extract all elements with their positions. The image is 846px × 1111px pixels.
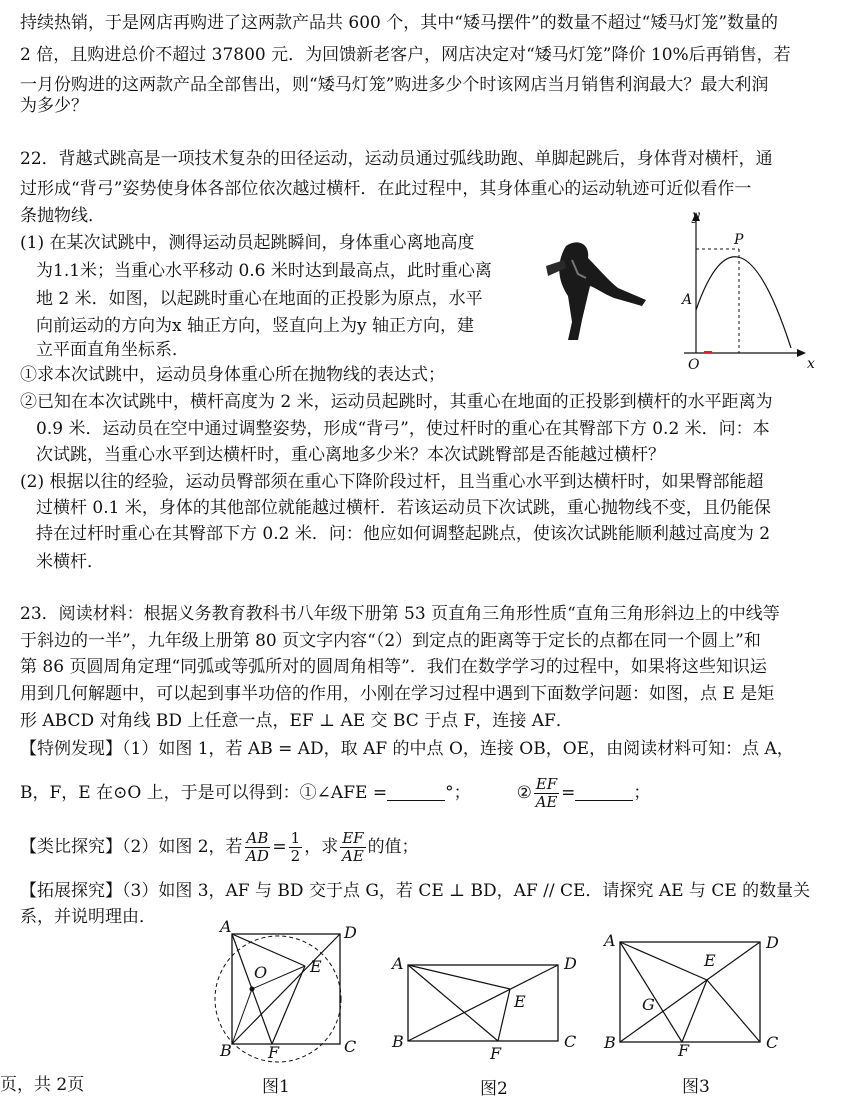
fig3-label-b: B bbox=[604, 1033, 616, 1052]
frac-num-1: 1 bbox=[290, 828, 301, 847]
q22-sub2-1: ②已知在本次试跳中，横杆高度为 2 米，运动员起跳时，其重心在地面的正投影到横杆的水平距离为 bbox=[20, 392, 773, 412]
label-x: x bbox=[807, 356, 815, 372]
fig2-label-d: D bbox=[564, 954, 577, 973]
seg-af-3 bbox=[620, 942, 682, 1042]
fig1-caption: 图1 bbox=[262, 1077, 290, 1097]
parabola-graph bbox=[676, 208, 826, 373]
figure-3 bbox=[600, 930, 790, 1060]
figure-2 bbox=[386, 954, 586, 1063]
frac-ef-ae-2 bbox=[340, 830, 365, 865]
q22-sub-1: ①求本次试跳中，运动员身体重心所在抛物线的表达式； bbox=[20, 365, 445, 385]
frac-1-2 bbox=[289, 830, 303, 865]
q22-part1-1: (1) 在某次试跳中，测得运动员起跳瞬间，身体重心离地高度 bbox=[20, 233, 475, 253]
q22-part2-4: 米横杆． bbox=[36, 552, 104, 572]
q22-part1-5: 立平面直角坐标系． bbox=[36, 340, 189, 360]
label-p: P bbox=[734, 232, 744, 248]
frac-ef-ae bbox=[534, 776, 559, 811]
q23-intro-3: 第 86 页圆周角定理“同弧或等弧所对的圆周角相等”．我们在数学学习的过程中，如果将这些知识运 bbox=[20, 657, 767, 677]
label-o: O bbox=[688, 357, 700, 373]
frac-num-ef: EF bbox=[535, 774, 558, 793]
frac-num-ab: AB bbox=[246, 828, 269, 847]
q22-sub2-3: 次试跳，当重心水平到达横杆时，重心离地多少米？本次试跳臀部是否能越过横杆？ bbox=[36, 445, 665, 465]
q22-part2-1: (2) 根据以往的经验，运动员臀部须在重心下降阶段过杆，且当重心水平到达横杆时，如果臀部能超 bbox=[20, 472, 764, 492]
q23-special-2-c: ② bbox=[516, 783, 532, 803]
q23-special-1: 【特例发现】（1）如图 1，若 AB = AD，取 AF 的中点 O，连接 OB，OE，由阅读材料可知：点 A， bbox=[20, 739, 794, 759]
q23-special-2-a: B，F，E 在⊙O 上，于是可以得到：①∠AFE = bbox=[20, 783, 388, 803]
fig2-label-b: B bbox=[392, 1032, 404, 1051]
q22-intro-3: 条抛物线． bbox=[20, 206, 105, 226]
seg-ce-3 bbox=[707, 980, 760, 1042]
seg-ae-3 bbox=[620, 942, 707, 980]
point-o bbox=[250, 987, 255, 992]
fig1-label-a: A bbox=[220, 917, 232, 936]
q21-line-4: 为多少？ bbox=[20, 96, 88, 116]
q23-analog-c: ，求 bbox=[304, 837, 339, 857]
fig3-label-c: C bbox=[766, 1033, 779, 1052]
q23-intro-2: 于斜边的一半”，九年级上册第 80 页文字内容“（2）到定点的距离等于定长的点都在同一个圆上”和 bbox=[20, 631, 761, 651]
label-y: y bbox=[692, 208, 700, 224]
parabola-curve bbox=[696, 257, 791, 348]
answer-blank-ratio[interactable] bbox=[575, 786, 633, 801]
diag-bd-3 bbox=[620, 942, 760, 1042]
q23-analog bbox=[20, 824, 419, 870]
q23-intro-5: 形 ABCD 对角线 BD 上任意一点，EF ⊥ AE 交 BC 于点 F，连接 AF． bbox=[20, 711, 573, 731]
q22-part2-2: 过横杆 0.1 米，身体的其他部位就能越过横杆．若该运动员下次试跳，重心抛物线不变，且仍能保 bbox=[36, 498, 771, 518]
fig1-label-f: F bbox=[268, 1043, 280, 1062]
fig2-label-c: C bbox=[564, 1032, 577, 1051]
fig2-label-a: A bbox=[392, 954, 404, 973]
high-jumper-illustration bbox=[538, 236, 648, 346]
q23-extend-1: 【拓展探究】（3）如图 3，AF 与 BD 交于点 G，若 CE ⊥ BD，AF // CE．请探究 AE 与 CE 的数量关 bbox=[20, 881, 811, 901]
answer-blank-angle[interactable] bbox=[387, 786, 445, 801]
seg-ob bbox=[232, 989, 252, 1044]
q23-analog-a: 【类比探究】（2）如图 2，若 bbox=[20, 837, 243, 857]
frac-den-ad: AD bbox=[246, 846, 269, 865]
q23-analog-b: = bbox=[272, 837, 287, 857]
fig1-label-b: B bbox=[220, 1041, 232, 1060]
fig3-label-d: D bbox=[766, 933, 779, 952]
fig3-label-g: G bbox=[642, 995, 655, 1014]
seg-ef-2 bbox=[498, 989, 510, 1041]
q23-analog-d: 的值； bbox=[367, 837, 419, 857]
q23-special-2 bbox=[20, 770, 650, 816]
q23-intro-1: 23．阅读材料：根据义务教育教科书八年级下册第 53 页直角三角形性质“直角三角形斜边上的中线等 bbox=[20, 604, 780, 624]
fig1-label-o: O bbox=[254, 963, 268, 982]
fig1-label-e: E bbox=[310, 957, 322, 976]
frac-num-ef-2: EF bbox=[342, 828, 364, 847]
seg-ae-2 bbox=[408, 965, 510, 989]
label-a: A bbox=[682, 292, 693, 308]
fig1-label-d: D bbox=[344, 923, 357, 942]
seg-ae bbox=[232, 934, 305, 966]
fig2-label-f: F bbox=[490, 1044, 502, 1063]
q22-sub2-2: 0.9 米．运动员在空中通过调整姿势，形成“背弓”，使过杆时的重心在其臀部下方 0.2 米．问：本 bbox=[36, 419, 770, 439]
q22-intro-1: 22．背越式跳高是一项技术复杂的田径运动，运动员通过弧线助跑、单脚起跳后，身体背对横杆，通 bbox=[20, 149, 773, 169]
page-footer: 页，共 2页 bbox=[0, 1075, 85, 1095]
figure-1 bbox=[214, 917, 364, 1062]
q22-intro-2: 过形成“背弓”姿势使身体各部位依次越过横杆．在此过程中，其身体重心的运动轨迹可近似看作一 bbox=[20, 179, 752, 199]
q22-part2-3: 持在过杆时重心在其臀部下方 0.2 米．问：他应如何调整起跳点，使该次试跳能顺利越过高度为 2 bbox=[36, 524, 771, 544]
x-axis-arrow bbox=[797, 349, 806, 357]
q21-line-2: 2 倍，且购进总价不超过 37800 元．为回馈新老客户，网店决定对“矮马灯笼”降价 10%后再销售，若 bbox=[20, 45, 791, 65]
diag-bd bbox=[232, 934, 340, 1044]
fig1-label-c: C bbox=[344, 1037, 357, 1056]
frac-den-2: 2 bbox=[290, 846, 301, 865]
q23-special-2-e: ； bbox=[633, 783, 651, 803]
q22-part1-3: 地 2 米．如图，以起跳时重心在地面的正投影为原点，水平 bbox=[36, 289, 483, 309]
fig2-caption: 图2 bbox=[480, 1079, 508, 1099]
q23-intro-4: 用到几何解题中，可以起到事半功倍的作用，小刚在学习过程中遇到下面数学问题：如图，点 E 是矩 bbox=[20, 684, 775, 704]
fig2-label-e: E bbox=[514, 992, 526, 1011]
frac-den-ae: AE bbox=[535, 792, 558, 811]
fig3-caption: 图3 bbox=[682, 1077, 710, 1097]
q22-part1-2: 为1.1米；当重心水平移动 0.6 米时达到最高点，此时重心离 bbox=[36, 261, 492, 281]
q22-part1-4: 向前运动的方向为x 轴正方向，竖直向上为y 轴正方向，建 bbox=[36, 316, 474, 336]
frac-ab-ad bbox=[245, 830, 271, 865]
q21-line-1: 持续热销，于是网店再购进了这两款产品共 600 个，其中“矮马摆件”的数量不超过“矮马灯笼”数量的 bbox=[20, 13, 779, 33]
q23-extend-2: 系，并说明理由． bbox=[20, 907, 156, 927]
seg-af-2 bbox=[408, 965, 498, 1041]
q21-line-3: 一月份购进的这两款产品全部售出，则“矮马灯笼”购进多少个时该网店当月销售利润最大？最大利润 bbox=[20, 75, 769, 95]
frac-den-ae-2: AE bbox=[341, 846, 364, 865]
q23-special-2-d: = bbox=[561, 783, 576, 803]
fig3-label-a: A bbox=[604, 931, 616, 950]
diag-bd-2 bbox=[408, 965, 558, 1041]
q23-special-2-b: °； bbox=[445, 783, 471, 803]
fig3-label-f: F bbox=[678, 1041, 690, 1060]
fig3-label-e: E bbox=[704, 951, 716, 970]
